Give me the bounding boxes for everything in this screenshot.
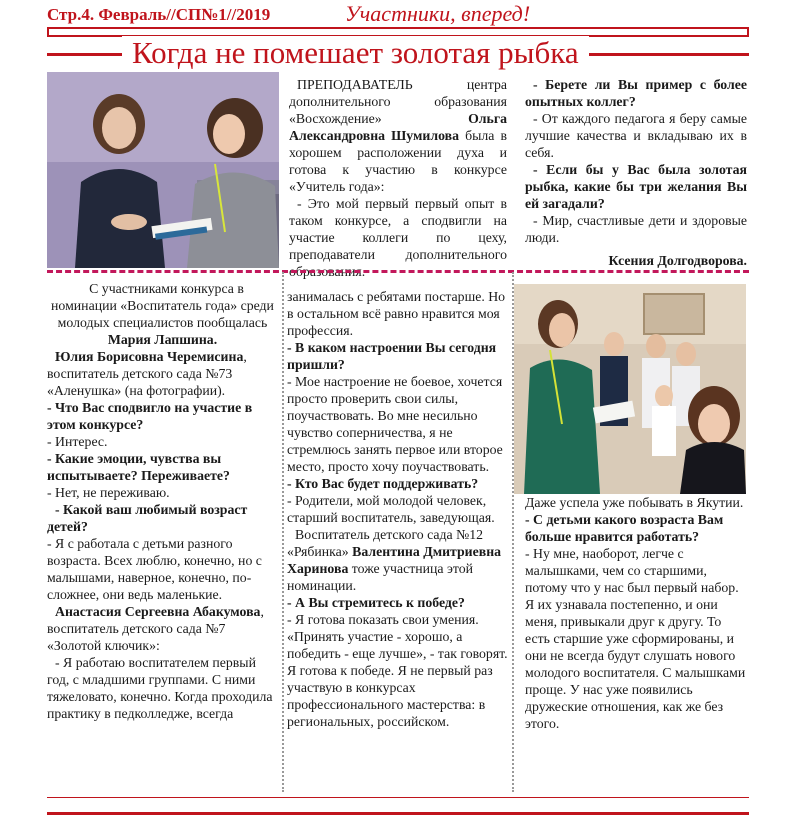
answer-colleagues: - От каждого педагога я беру самые лучшие качества и вкладываю их в себя. [525, 111, 747, 160]
name-kharinova: Валентина Дмитриевна Харинова [287, 544, 502, 576]
name-abakumova: Анастасия Сергеевна Абакумова [55, 604, 261, 619]
section-divider [47, 270, 749, 273]
answer-goldfish: - Мир, счастливые дети и здоровые люди. [525, 213, 747, 245]
intro-paragraph-2: - Это мой первый первый опыт в таком конкурсе, а сподвигли на участие коллеги по цеху, преподаватели дополнительного образования. [289, 196, 507, 279]
page-info: Стр.4. Февраль//СП№1//2019 [47, 5, 271, 24]
article-title: Когда не помешает золотая рыбка [122, 36, 589, 70]
q-favorite-age: - Какой ваш любимый возраст детей? [47, 502, 248, 534]
intro-text-1a: ПРЕПОДАВАТЕЛЬ центра дополнительного образования «Восхождение» [289, 77, 507, 126]
a-support: - Родители, мой молодой человек, старший воспитатель, заведующая. [287, 493, 495, 525]
q-victory: - А Вы стремитесь к победе? [287, 595, 465, 610]
a-emotions: - Нет, не переживаю. [47, 485, 170, 500]
column-1 [47, 280, 278, 722]
a-mood: - Мое настроение не боевое, хочется просто проверить свои силы, поучаствовать. Во мне несильно чувство соперничества, я не стремлюсь занять первое или второе место, просто хочу поучаствовать. [287, 374, 503, 474]
a-preferred-age: - Ну мне, наоборот, легче с малышками, чем со старшими, потому что у нас был первый набор. Я их узнавала постепенно, и они меня, привыкали друг к другу. То есть старшие уже сформированы, и они не всегда будут слушать нового молодого воспитателя. С малышками проще. У нас уже появились дружеские отношения, как же без этого. [525, 546, 746, 731]
col2-kharinova [287, 526, 509, 594]
photo-right [514, 284, 746, 494]
q-mood: - В каком настроении Вы сегодня пришли? [287, 340, 497, 372]
col1-cheremisina [47, 348, 278, 399]
a-favorite-age: - Я с работала с детьми разного возраста. Всех люблю, конечно, но с малышами, наверное, конечно, по-сложнее, они ведь маленькие. [47, 536, 262, 602]
a-victory: - Я готова показать свои умения. «Принять участие - хорошо, а победить - еще лучше», - так говорят. Я готова к победе. Я не первый раз участвую в конкурсах профессионального мастерства: в региональных, российском. [287, 612, 508, 729]
author-name-lapshina: Мария Лапшина. [107, 332, 218, 347]
a-abakumova: - Я работаю воспитателем первый год, с младшими группами. С ними тяжеловато, конечно. Когда проходила практику в педколледже, всегда [47, 655, 273, 721]
q-emotions: - Какие эмоции, чувства вы испытываете? Переживаете? [47, 451, 230, 483]
a-motivation: - Интерес. [47, 434, 108, 449]
q-support: - Кто Вас будет поддерживать? [287, 476, 479, 491]
column-2 [287, 288, 509, 730]
question-colleagues: - Берете ли Вы пример с более опытных коллег? [525, 77, 747, 109]
top-right-column [525, 76, 747, 269]
col3-continued: Даже успела уже побывать в Якутии. [525, 495, 744, 510]
photo-top-left [47, 72, 279, 268]
cheremisina-role: , воспитатель детского сада №73 «Аленушка» (на фотографии). [47, 349, 247, 398]
intro-paragraph-1 [289, 76, 507, 195]
rubric-title: Участники, вперед! [345, 1, 531, 26]
intro-column [289, 76, 507, 280]
col1-abakumova [47, 603, 278, 654]
author-signature: Ксения Долгодворова. [608, 253, 747, 268]
intro-text-1b: была в хорошем расположении духа и готова к участию в конкурсе «Учитель года»: [289, 128, 508, 194]
photo-two-women-interview [47, 72, 279, 268]
name-cheremisina: Юлия Борисовна Черемисина [55, 349, 244, 364]
q-preferred-age: - С детьми какого возраста Вам больше нравится работать? [525, 512, 724, 544]
column-3 [525, 494, 749, 732]
footer-thin-rule [47, 797, 749, 798]
col1-intro-text: С участниками конкурса в номинации «Воспитатель года» среди молодых специалистов пообщалась [51, 281, 274, 330]
col2-continued: занималась с ребятами постарше. Но в остальном всё равно нравится моя профессия. [287, 289, 506, 338]
photo-teacher-with-children [514, 284, 746, 494]
abakumova-role: , воспитатель детского сада №7 «Золотой ключик»: [47, 604, 264, 653]
teacher-name-shumilova: Ольга Александровна Шумилова [289, 111, 507, 143]
kharinova-intro: Воспитатель детского сада №12 «Рябинка» [287, 527, 484, 559]
footer-rule [47, 812, 749, 815]
kharinova-role: тоже участница этой номинации. [287, 561, 474, 593]
col1-intro [47, 280, 278, 348]
question-goldfish: - Если бы у Вас была золотая рыбка, какие бы три желания Вы ей загадали? [525, 162, 747, 211]
column-divider-1 [282, 272, 284, 792]
q-motivation: - Что Вас сподвигло на участие в этом конкурсе? [47, 400, 253, 432]
